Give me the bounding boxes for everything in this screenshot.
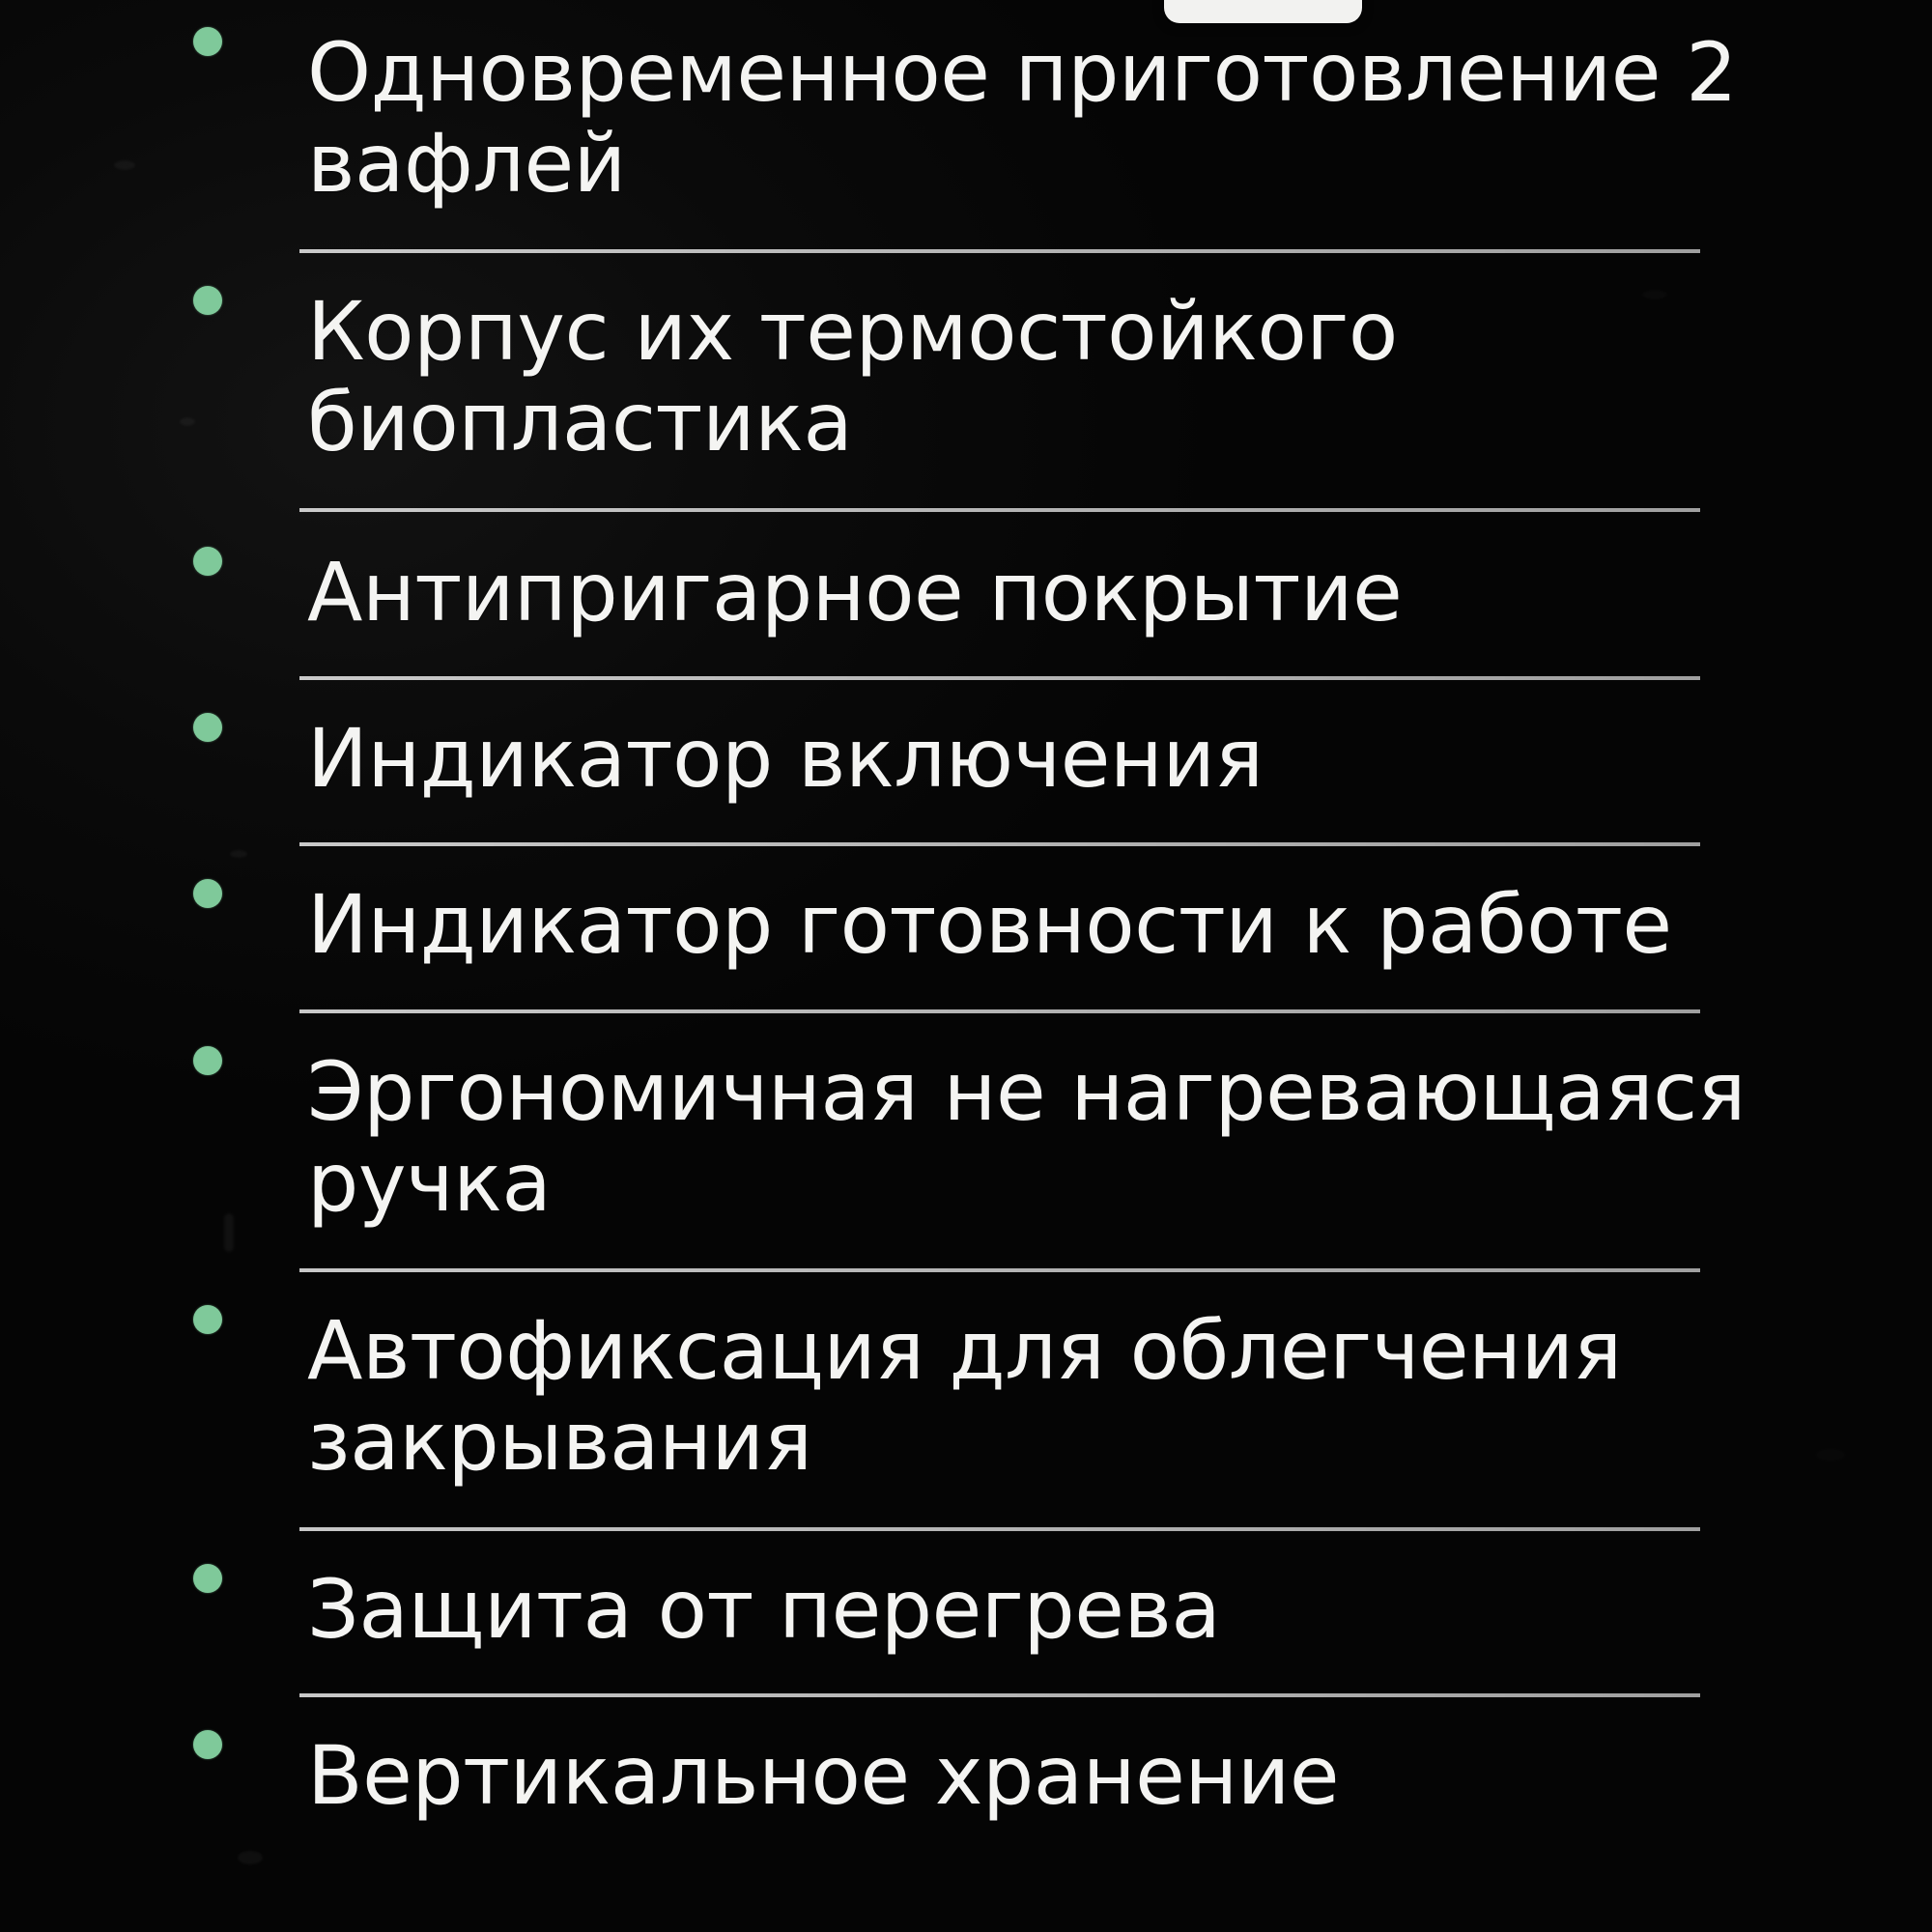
list-divider	[299, 508, 1700, 512]
bullet-cell	[0, 286, 307, 315]
list-item	[0, 286, 1932, 468]
feature-label: Эргономичная не нагревающаяся ручка	[307, 1043, 1746, 1230]
feature-label: Защита от перегрева	[307, 1561, 1221, 1657]
bullet-cell	[0, 547, 307, 576]
list-item	[0, 547, 1932, 638]
bullet-cell	[0, 1564, 307, 1593]
bullet-icon	[193, 1564, 222, 1593]
bullet-icon	[193, 713, 222, 742]
surface-scuff	[238, 1851, 263, 1864]
feature-label: Корпус их термостойкого биопластика	[307, 284, 1398, 470]
feature-label: Антипригарное покрытие	[307, 545, 1403, 640]
feature-label: Индикатор включения	[307, 711, 1264, 807]
bullet-icon	[193, 547, 222, 576]
list-item	[0, 1561, 1932, 1657]
list-item	[0, 25, 1932, 212]
bullet-icon	[193, 879, 222, 908]
list-item	[0, 1727, 1932, 1823]
bullet-icon	[193, 1305, 222, 1334]
list-item	[0, 711, 1932, 807]
bullet-icon	[193, 1046, 222, 1075]
list-divider	[299, 1527, 1700, 1531]
list-divider	[299, 249, 1700, 253]
list-divider	[299, 1693, 1700, 1697]
feature-label: Индикатор готовности к работе	[307, 877, 1672, 973]
bullet-cell	[0, 713, 307, 742]
list-divider	[299, 676, 1700, 680]
feature-label: Вертикальное хранение	[307, 1727, 1340, 1823]
list-item	[0, 1043, 1932, 1230]
bullet-cell	[0, 1305, 307, 1334]
bullet-cell	[0, 879, 307, 908]
list-divider	[299, 1268, 1700, 1272]
bullet-icon	[193, 1730, 222, 1759]
bullet-icon	[193, 27, 222, 56]
feature-label: Одновременное приготовление 2 вафлей	[307, 25, 1738, 212]
bullet-cell	[0, 1730, 307, 1759]
list-item	[0, 1302, 1932, 1489]
bullet-icon	[193, 286, 222, 315]
feature-label: Автофиксация для облегчения закрывания	[307, 1302, 1622, 1489]
list-divider	[299, 842, 1700, 846]
list-divider	[299, 1009, 1700, 1013]
list-item	[0, 877, 1932, 973]
bullet-cell	[0, 27, 307, 56]
bullet-cell	[0, 1046, 307, 1075]
